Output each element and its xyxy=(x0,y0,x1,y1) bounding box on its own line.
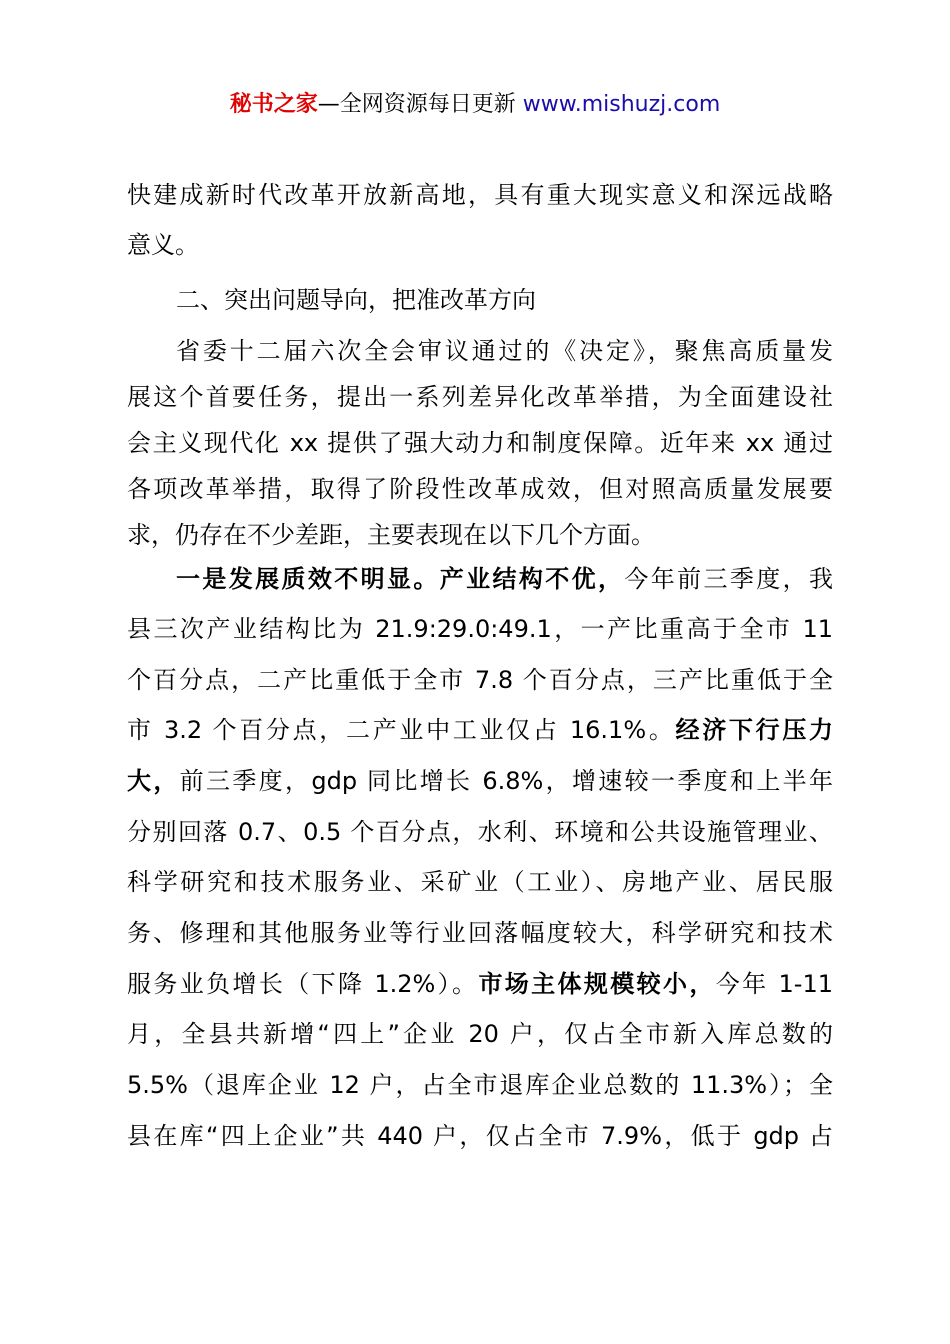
line-text: 前三季度，gdp 同比增长 6.8%，增速较一季度和上半年 xyxy=(179,767,833,795)
paragraph-line: 快建成新时代改革开放新高地，具有重大现实意义和深远战略 xyxy=(127,181,833,209)
paragraph-line xyxy=(127,562,833,596)
paragraph-line: 月，全县共新增“四上”企业 20 户，仅占全市新入库总数的 xyxy=(127,1020,833,1048)
line-text: 今年 1-11 xyxy=(715,970,833,998)
line-text: 市 3.2 个百分点，二产业中工业仅占 16.1%。 xyxy=(127,716,676,744)
paragraph-line: 县三次产业结构比为 21.9:29.0:49.1，一产比重高于全市 11 xyxy=(127,615,833,643)
line-text: 今年前三季度，我 xyxy=(624,565,833,593)
paragraph-line: 意义。 xyxy=(127,231,199,259)
site-header xyxy=(0,88,950,122)
bold-lead: 大， xyxy=(127,767,180,795)
paragraph-line: 省委十二届六次全会审议通过的《决定》，聚焦高质量发 xyxy=(176,337,833,365)
site-url-link[interactable]: www.mishuzj.com xyxy=(522,92,721,117)
site-brand: 秘书之家 xyxy=(229,92,318,117)
paragraph-line: 分别回落 0.7、0.5 个百分点，水利、环境和公共设施管理业、 xyxy=(127,818,833,846)
paragraph-line: 务、修理和其他服务业等行业回落幅度较大，科学研究和技术 xyxy=(127,919,833,947)
paragraph-line xyxy=(127,713,833,747)
section-heading: 二、突出问题导向，把准改革方向 xyxy=(176,286,536,314)
paragraph-line: 求，仍存在不少差距，主要表现在以下几个方面。 xyxy=(127,521,655,549)
paragraph-line: 会主义现代化 xx 提供了强大动力和制度保障。近年来 xx 通过 xyxy=(127,429,833,457)
paragraph-line: 展这个首要任务，提出一系列差异化改革举措，为全面建设社 xyxy=(127,383,833,411)
paragraph-line: 5.5%（退库企业 12 户，占全市退库企业总数的 11.3%）；全 xyxy=(127,1071,833,1099)
paragraph-line: 科学研究和技术服务业、采矿业（工业）、房地产业、居民服 xyxy=(127,868,833,896)
bold-lead: 一是发展质效不明显。产业结构不优， xyxy=(176,565,625,593)
line-text: 服务业负增长（下降 1.2%）。 xyxy=(127,970,479,998)
paragraph-line xyxy=(127,764,833,798)
bold-lead: 市场主体规模较小， xyxy=(478,970,716,998)
paragraph-line: 县在库“四上企业”共 440 户，仅占全市 7.9%，低于 gdp 占 xyxy=(127,1122,833,1150)
site-tagline: —全网资源每日更新 xyxy=(317,92,523,117)
paragraph-line: 各项改革举措，取得了阶段性改革成效，但对照高质量发展要 xyxy=(127,475,833,503)
paragraph-line xyxy=(127,967,833,1001)
bold-lead: 经济下行压力 xyxy=(675,716,834,744)
paragraph-line: 个百分点，二产比重低于全市 7.8 个百分点，三产比重低于全 xyxy=(127,666,833,694)
